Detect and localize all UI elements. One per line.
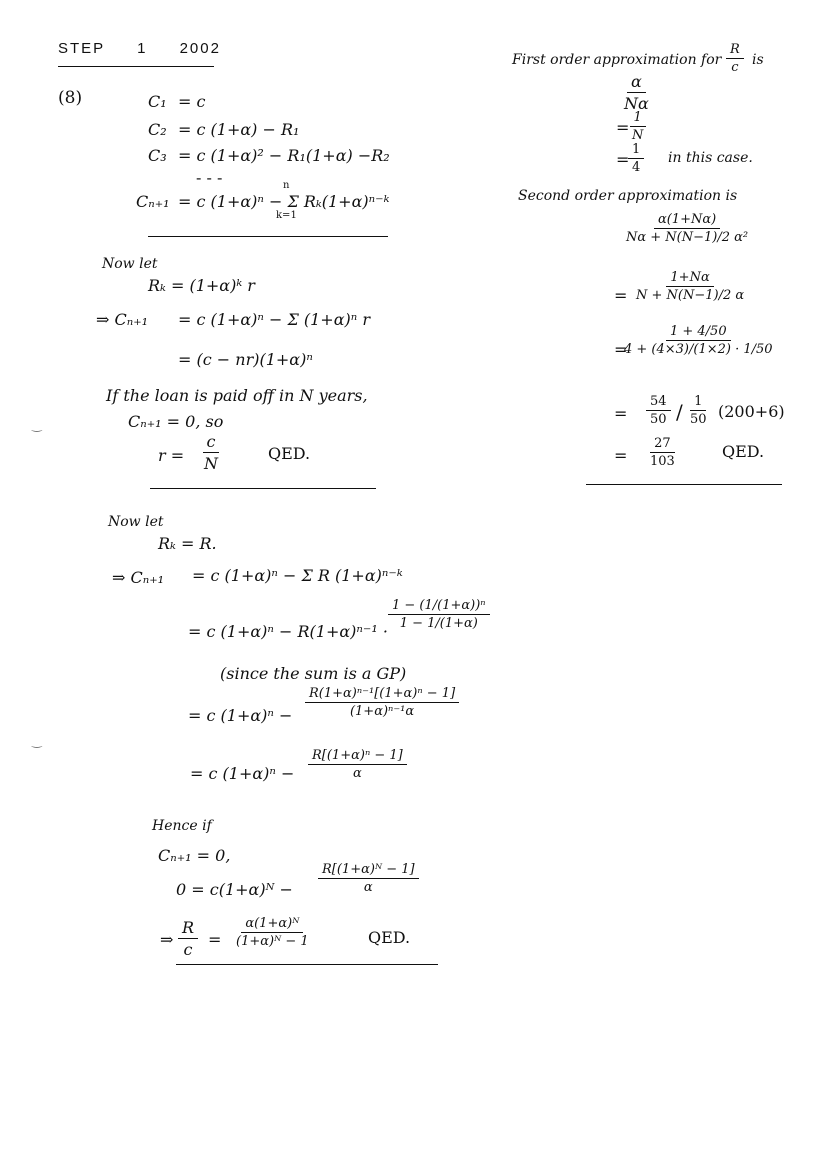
part-r-line2: = (c − nr)(1+α)ⁿ <box>178 350 313 369</box>
part-R-line3-lead: = c (1+α)ⁿ − <box>188 706 293 725</box>
hence-equation-denominator: α <box>363 880 373 895</box>
first-order-denominator: Nα <box>624 94 649 113</box>
part-R-line3-numerator: R(1+α)ⁿ⁻¹[(1+α)ⁿ − 1] <box>305 686 459 703</box>
second-order-f1-numerator: α(1+Nα) <box>654 212 720 229</box>
scan-mark: ‿ <box>32 734 42 748</box>
hence-condition: Cₙ₊₁ = 0, <box>158 846 231 865</box>
recurrence-c3-lhs: C₃ <box>148 146 167 165</box>
part-r-r-denominator: N <box>204 454 218 473</box>
second-order-eq3: = <box>614 404 628 423</box>
hence-implies: ⇒ <box>160 930 174 949</box>
first-order-eq2-sign: = <box>616 150 630 169</box>
recurrence-c1-lhs: C₁ <box>148 92 167 111</box>
first-order-fraction <box>620 72 653 113</box>
first-order-eq1-sign: = <box>616 118 630 137</box>
part-R-line4-lead: = c (1+α)ⁿ − <box>190 764 295 783</box>
hence-result-fraction <box>232 916 313 949</box>
header-underline <box>58 66 214 67</box>
first-order-ratio-numerator: R <box>726 42 744 59</box>
first-order-eq1-numerator: 1 <box>630 110 646 127</box>
second-order-eq2: = <box>614 340 628 359</box>
second-order-f1 <box>622 212 752 245</box>
second-order-f2 <box>632 270 748 303</box>
hence-equals: = <box>208 930 222 949</box>
scan-mark: ‿ <box>32 418 42 432</box>
hence-equation-fraction <box>318 862 419 895</box>
recurrence-c1-rhs: = c <box>178 92 206 111</box>
first-order-eq2-denominator: 4 <box>632 160 641 175</box>
second-order-qed: QED. <box>722 442 765 461</box>
part-R-line4-numerator: R[(1+α)ⁿ − 1] <box>308 748 407 765</box>
question-number: (8) <box>58 88 83 108</box>
part-r-r-eq: r = <box>158 446 185 465</box>
part-R-line1: = c (1+α)ⁿ − Σ R (1+α)ⁿ⁻ᵏ <box>192 566 403 585</box>
hence-result-numerator: α(1+α)ᴺ <box>241 916 303 933</box>
second-order-f4a-denominator: 50 <box>650 412 667 427</box>
recurrence-ellipsis: - - - <box>196 168 223 187</box>
second-order-f4b <box>686 394 711 427</box>
second-order-f5 <box>646 436 679 469</box>
hence-lhs-denominator: c <box>183 940 193 959</box>
first-order-eq1-fraction <box>628 110 647 143</box>
header-subject: STEP <box>58 40 105 57</box>
part-R-line2-lead: = c (1+α)ⁿ − R(1+α)ⁿ⁻¹ · <box>188 622 388 641</box>
part-R-line2-denominator: 1 − 1/(1+α) <box>399 616 478 631</box>
sum-lower-limit: k=1 <box>276 210 297 221</box>
first-order-is: is <box>752 52 764 68</box>
part-r-line1: = c (1+α)ⁿ − Σ (1+α)ⁿ r <box>178 310 370 329</box>
part-r-text: If the loan is paid off in N years, <box>106 386 368 405</box>
second-order-f5-numerator: 27 <box>650 436 675 453</box>
part-R-implies: ⇒ Cₙ₊₁ <box>112 568 165 587</box>
second-order-eq1: = <box>614 286 628 305</box>
hence-equation-numerator: R[(1+α)ᴺ − 1] <box>318 862 419 879</box>
second-order-text: Second order approximation is <box>518 188 738 204</box>
second-order-f4a-numerator: 54 <box>646 394 671 411</box>
recurrence-c3-rhs: = c (1+α)² − R₁(1+α) −R₂ <box>178 146 390 165</box>
part-r-implies: ⇒ Cₙ₊₁ <box>96 310 149 329</box>
first-order-ratio-denominator: c <box>731 60 739 75</box>
second-order-f1-denominator: Nα + N(N−1)/2 α² <box>626 230 749 245</box>
part-R-line2-numerator: 1 − (1/(1+α))ⁿ <box>388 598 490 615</box>
part-R-line3-denominator: (1+α)ⁿ⁻¹α <box>349 704 415 719</box>
first-order-eq1-denominator: N <box>632 128 644 143</box>
part-r-qed: QED. <box>268 444 311 463</box>
recurrence-cn1-lhs: Cₙ₊₁ <box>136 192 170 211</box>
second-order-f4b-denominator: 50 <box>690 412 707 427</box>
divider-3 <box>176 964 438 965</box>
part-R-definition: Rₖ = R. <box>158 534 217 553</box>
part-r-r-fraction <box>200 432 222 473</box>
part-R-note: (since the sum is a GP) <box>220 664 407 683</box>
recurrence-cn1-rhs: = c (1+α)ⁿ − Σ Rₖ(1+α)ⁿ⁻ᵏ <box>178 192 390 211</box>
hence-intro: Hence if <box>152 818 212 834</box>
hence-lhs-numerator: R <box>178 918 198 939</box>
second-order-f3-numerator: 1 + 4/50 <box>666 324 731 341</box>
part-R-line3-fraction <box>305 686 459 719</box>
second-order-f4-slash: / <box>676 400 683 424</box>
hence-qed: QED. <box>368 928 411 947</box>
first-order-text: First order approximation for <box>512 52 722 68</box>
second-order-f5-denominator: 103 <box>650 454 675 469</box>
second-order-f3-denominator: 4 + (4×3)/(1×2) · 1/50 <box>624 342 773 357</box>
second-order-eq4: = <box>614 446 628 465</box>
part-r-intro: Now let <box>102 256 158 272</box>
sum-upper-limit: n <box>283 180 290 191</box>
header-paper: 1 <box>137 40 148 57</box>
header-year: 2002 <box>179 40 221 57</box>
hence-result-denominator: (1+α)ᴺ − 1 <box>236 934 309 949</box>
second-order-f3 <box>620 324 777 357</box>
hence-lhs-fraction <box>178 918 198 959</box>
part-r-definition: Rₖ = (1+α)ᵏ r <box>148 276 255 295</box>
divider-1 <box>148 236 388 237</box>
part-r-condition: Cₙ₊₁ = 0, so <box>128 412 224 431</box>
first-order-ratio <box>726 42 744 75</box>
hence-equation-lead: 0 = c(1+α)ᴺ − <box>176 880 293 899</box>
part-r-r-numerator: c <box>203 432 220 453</box>
part-R-line2-fraction <box>388 598 490 631</box>
second-order-f4b-numerator: 1 <box>690 394 706 411</box>
second-order-f2-denominator: N + N(N−1)/2 α <box>636 288 745 303</box>
second-order-f4-tail: (200+6) <box>718 402 785 421</box>
first-order-eq2-fraction <box>628 142 644 175</box>
second-order-f2-numerator: 1+Nα <box>666 270 713 287</box>
page-header <box>58 40 221 57</box>
recurrence-c2-lhs: C₂ <box>148 120 167 139</box>
recurrence-c2-rhs: = c (1+α) − R₁ <box>178 120 300 139</box>
first-order-eq2-note: in this case. <box>668 150 753 166</box>
part-R-line4-fraction <box>308 748 407 781</box>
part-R-line4-denominator: α <box>352 766 362 781</box>
first-order-eq2-numerator: 1 <box>628 142 644 159</box>
part-R-intro: Now let <box>108 514 164 530</box>
divider-right <box>586 484 782 485</box>
divider-2 <box>150 488 376 489</box>
second-order-f4a <box>646 394 671 427</box>
first-order-numerator: α <box>627 72 646 93</box>
